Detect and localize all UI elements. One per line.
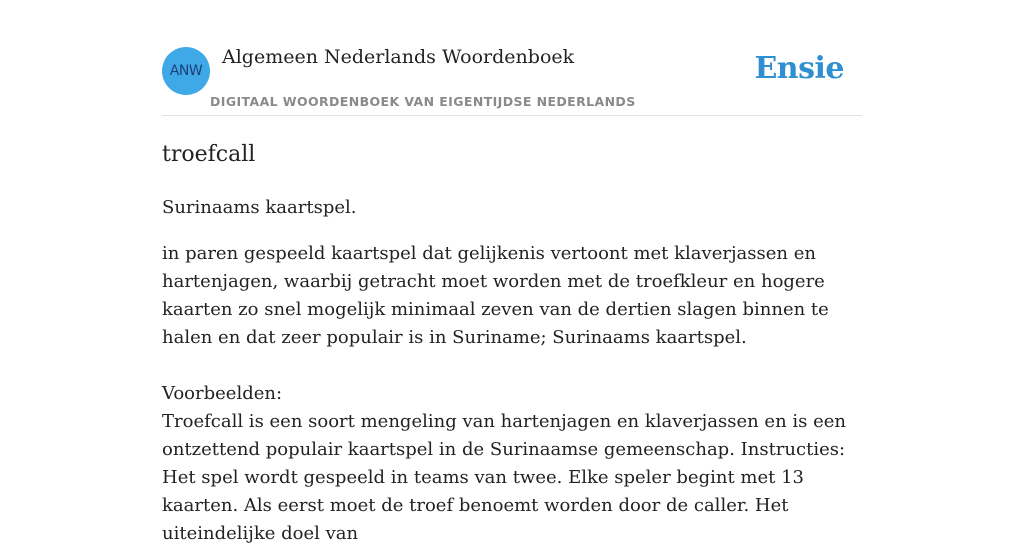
dictionary-entry [162, 116, 862, 548]
site-subtitle: DIGITAAL WOORDENBOEK VAN EIGENTIJDSE NEDERLANDS [210, 94, 636, 109]
long-definition: in paren gespeeld kaartspel dat gelijkenis vertoont met klaverjassen en hartenjagen, waarbij getracht moet worden met de troefkleur en hogere kaarten zo snel mogelijk minimaal zeven van de dertien slagen binnen te halen en dat zeer populair is in Suriname; Surinaams kaartspel. [162, 243, 829, 348]
entry-headword: troefcall [162, 142, 256, 167]
page [162, 0, 862, 548]
example-text: Troefcall is een soort mengeling van hartenjagen en klaverjassen en is een ontzettend populair kaartspel in de Surinaamse gemeenschap. Instructies: Het spel wordt gespeeld in teams van twee. Elke speler begint met 13 kaarten. Als eerst moet de troef benoemt worden door de caller. Het uiteindelijke doel van [162, 411, 846, 544]
site-title[interactable]: Algemeen Nederlands Woordenboek [222, 46, 575, 68]
ensie-brand-logo[interactable]: Ensie [754, 51, 844, 86]
site-header [162, 0, 862, 116]
examples-label: Voorbeelden: [162, 383, 283, 404]
anw-logo[interactable] [162, 47, 210, 95]
short-definition: Surinaams kaartspel. [162, 197, 357, 218]
logo-text: ANW [169, 63, 203, 79]
